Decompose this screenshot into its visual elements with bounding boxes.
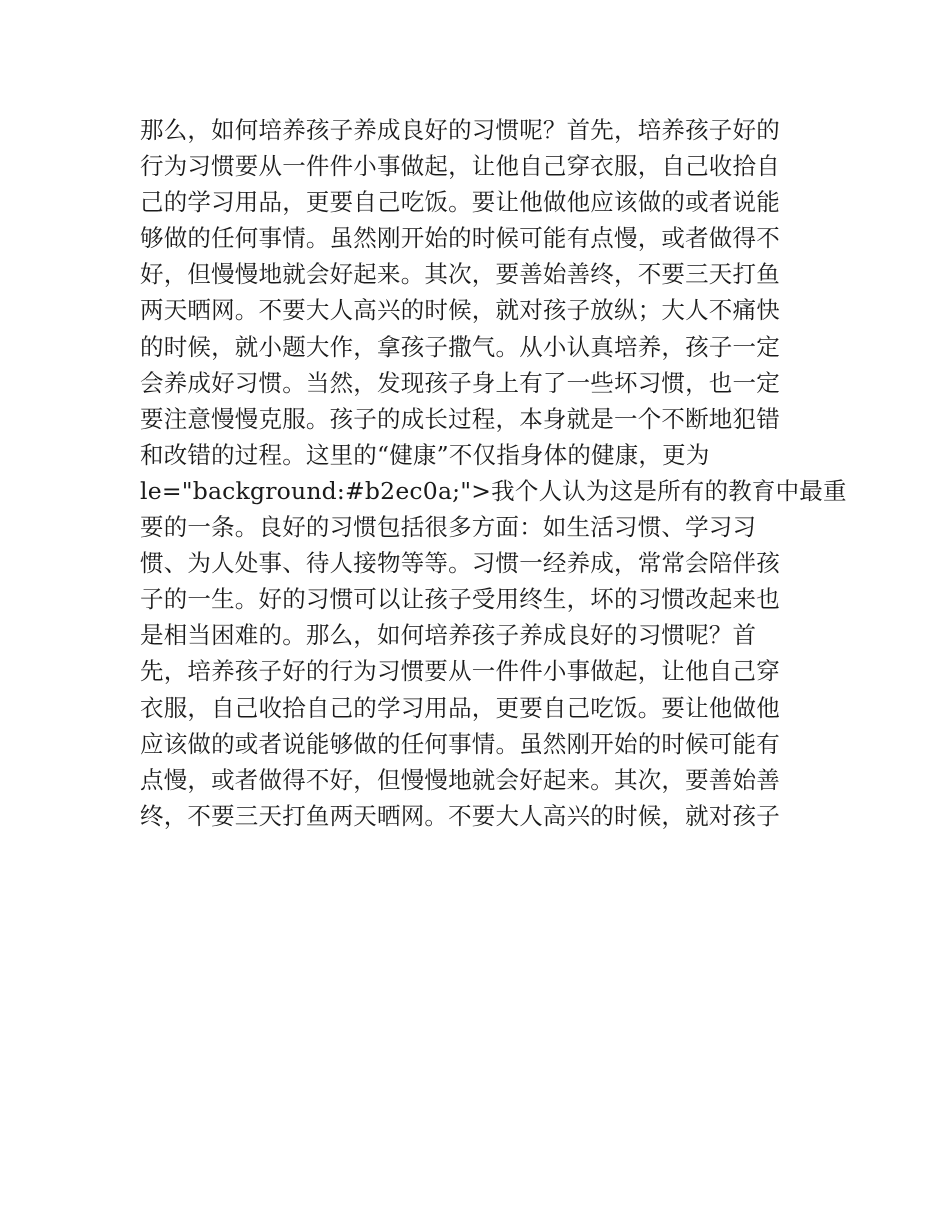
text-line: 的时候，就小题大作，拿孩子撒气。从小认真培养，孩子一定 xyxy=(140,332,780,361)
text-line: 终，不要三天打鱼两天晒网。不要大人高兴的时候，就对孩子 xyxy=(140,801,780,830)
text-line: 两天晒网。不要大人高兴的时候，就对孩子放纵；大人不痛快 xyxy=(140,296,780,325)
text-line: 够做的任何事情。虽然刚开始的时候可能有点慢，或者做得不 xyxy=(140,224,780,253)
text-line: 己的学习用品，更要自己吃饭。要让他做他应该做的或者说能 xyxy=(140,188,780,217)
text-line: 会养成好习惯。当然，发现孩子身上有了一些坏习惯，也一定 xyxy=(140,368,780,397)
text-line: 衣服，自己收拾自己的学习用品，更要自己吃饭。要让他做他 xyxy=(140,693,780,722)
text-line: 和改错的过程。这里的“健康”不仅指身体的健康，更为 xyxy=(140,440,710,469)
text-line: 行为习惯要从一件件小事做起，让他自己穿衣服，自己收拾自 xyxy=(140,152,780,181)
text-line: 是相当困难的。那么，如何培养孩子养成良好的习惯呢？首 xyxy=(140,621,757,650)
text-line: le="background:#b2ec0a;">我个人认为这是所有的教育中最重 xyxy=(140,476,847,505)
text-line: 应该做的或者说能够做的任何事情。虽然刚开始的时候可能有 xyxy=(140,729,780,758)
text-line: 那么，如何培养孩子养成良好的习惯呢？首先，培养孩子好的 xyxy=(140,116,780,144)
text-line: 点慢，或者做得不好，但慢慢地就会好起来。其次，要善始善 xyxy=(140,765,780,794)
body-text xyxy=(140,112,847,834)
text-line: 要的一条。良好的习惯包括很多方面：如生活习惯、学习习 xyxy=(140,513,757,542)
text-line: 子的一生。好的习惯可以让孩子受用终生，坏的习惯改起来也 xyxy=(140,585,780,614)
text-line: 好，但慢慢地就会好起来。其次，要善始善终，不要三天打鱼 xyxy=(140,260,780,289)
text-line: 惯、为人处事、待人接物等等。习惯一经养成，常常会陪伴孩 xyxy=(140,549,780,578)
text-line: 先，培养孩子好的行为习惯要从一件件小事做起，让他自己穿 xyxy=(140,657,780,686)
text-line: 要注意慢慢克服。孩子的成长过程，本身就是一个不断地犯错 xyxy=(140,404,780,433)
